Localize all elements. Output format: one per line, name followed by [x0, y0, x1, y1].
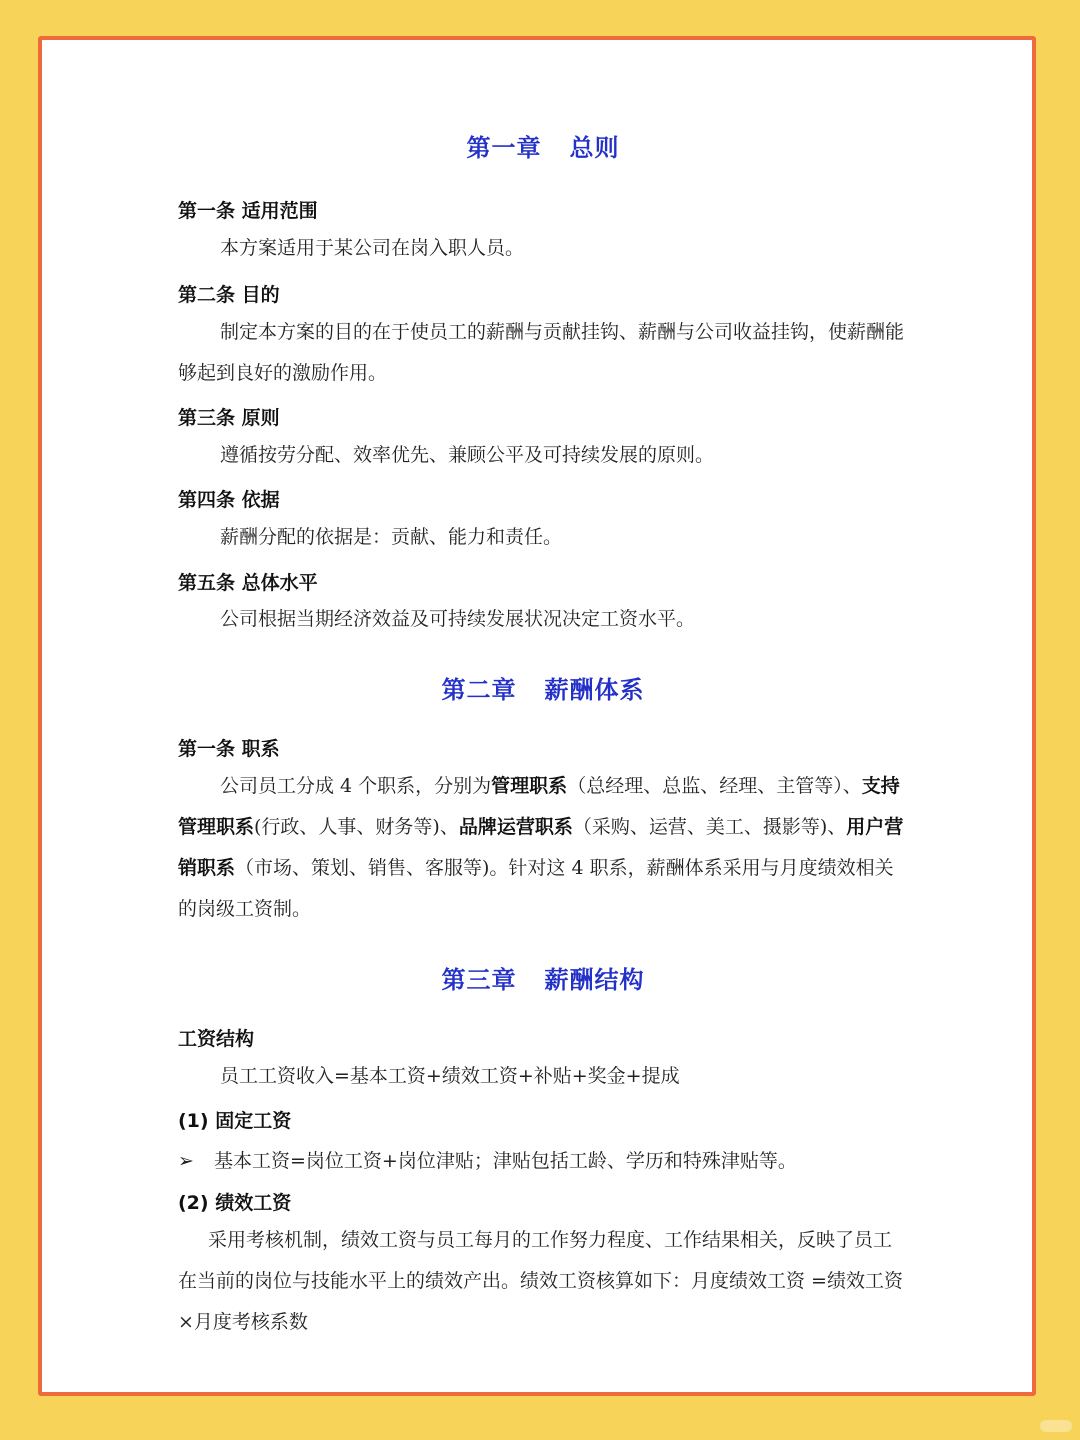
article-job-family-heading: 第一条 职系 [178, 738, 280, 760]
salary-formula: 员工工资收入=基本工资+绩效工资+补贴+奖金+提成 [220, 1065, 680, 1087]
article-4-text: 薪酬分配的依据是：贡献、能力和责任。 [220, 526, 563, 548]
chapter-3-title: 第三章 薪酬结构 [441, 966, 645, 994]
article-2-text: 制定本方案的目的在于使员工的薪酬与贡献挂钩、薪酬与公司收益挂钩，使薪酬能够起到良好的激励作用。 [178, 321, 905, 384]
salary-structure-heading: 工资结构 [178, 1028, 255, 1050]
article-1-text: 本方案适用于某公司在岗入职人员。 [220, 237, 525, 259]
article-5-heading: 第五条 总体水平 [178, 572, 318, 594]
chapter-2-title: 第二章 薪酬体系 [441, 676, 645, 704]
article-1-heading: 第一条 适用范围 [178, 200, 318, 222]
support-management-family: 支持管理职系 [178, 775, 900, 838]
user-marketing-family: 用户营销职系 [178, 816, 904, 879]
performance-salary-heading: (2) 绩效工资 [178, 1192, 292, 1214]
basic-salary-bullet: ➢ 基本工资=岗位工资+岗位津贴；津贴包括工龄、学历和特殊津贴等。 [178, 1150, 797, 1172]
brand-operation-family: 品牌运营职系 [458, 816, 573, 838]
article-2-heading: 第二条 目的 [178, 284, 280, 306]
document-page [38, 36, 1036, 1396]
watermark-badge [1040, 1420, 1072, 1432]
chapter-1-title: 第一章 总则 [466, 134, 620, 162]
fixed-salary-heading: (1) 固定工资 [178, 1110, 292, 1132]
article-3-text: 遵循按劳分配、效率优先、兼顾公平及可持续发展的原则。 [220, 444, 715, 466]
job-family-paragraph: 公司员工分成 4 个职系，分别为管理职系（总经理、总监、经理、主管等）、支持管理职系(行政、人事、财务等)、品牌运营职系（采购、运营、美工、摄影等)、用户营销职系（市场、策划、销售、客服等)。针对这 4 职系，薪酬体系采用与月度绩效相关的岗级工资制。 [178, 775, 904, 920]
article-4-heading: 第四条 依据 [178, 489, 280, 511]
article-5-text: 公司根据当期经济效益及可持续发展状况决定工资水平。 [220, 608, 696, 630]
management-family: 管理职系 [491, 775, 568, 797]
article-3-heading: 第三条 原则 [178, 407, 280, 429]
arrow-bullet-icon: ➢ [178, 1150, 194, 1172]
performance-salary-text: 采用考核机制，绩效工资与员工每月的工作努力程度、工作结果相关，反映了员工在当前的岗位与技能水平上的绩效产出。绩效工资核算如下：月度绩效工资 =绩效工资×月度考核系数 [178, 1229, 903, 1333]
